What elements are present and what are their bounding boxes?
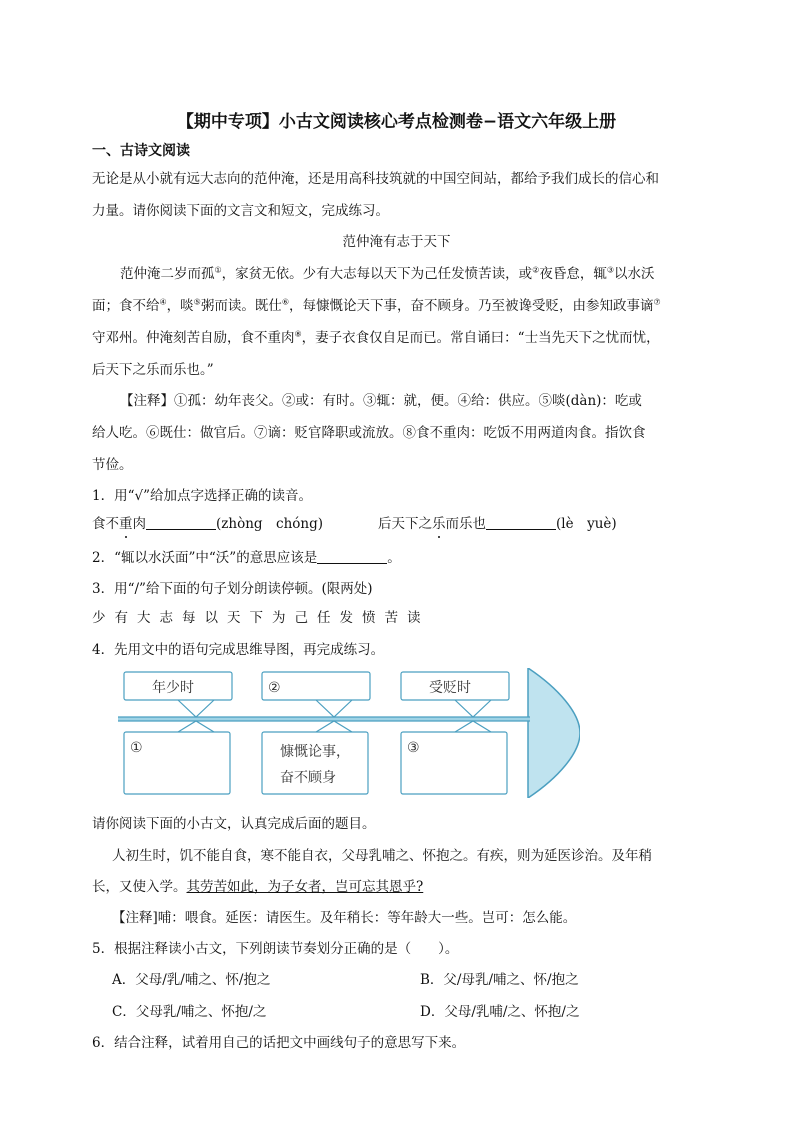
notes-line-1: 【注释】①孤：幼年丧父。②或：有时。③辄：就，便。④给：供应。⑤啖(dàn)：吃或 (120, 393, 642, 409)
passage2-line-1: 人初生时，饥不能自食，寒不能自衣，父母乳哺之、怀抱之。有疾，则为延医诊治。及年稍 (112, 848, 652, 864)
passage2-intro: 请你阅读下面的小古文，认真完成后面的题目。 (92, 816, 376, 832)
q5-option-c[interactable]: C．父母乳/哺之、怀抱/之 (112, 1004, 267, 1020)
mindmap-top-2: ② (268, 680, 281, 696)
passage-line-3: 守邓州。仲淹刻苦自励，食不重肉⑧，妻子衣食仅自足而已。常自诵曰：“士当先天下之忧而忧， (92, 329, 660, 346)
passage-line-2: 面；食不给④，啖⑤粥而读。既仕⑥，每慷慨论天下事，奋不顾身。乃至被谗受贬，由参知政事谪⑦ (92, 297, 661, 314)
notes-line-2: 给人吃。⑥既仕：做官后。⑦谪：贬官降职或流放。⑧食不重肉：吃饭不用两道肉食。指饮食 (92, 425, 646, 441)
question-3: 3．用“/”给下面的句子划分朗读停顿。(限两处) (92, 581, 373, 597)
passage2-line-2: 长，又使入学。其劳苦如此，为子女者，岂可忘其恩乎? (92, 879, 424, 895)
question-5: 5．根据注释读小古文，下列朗读节奏划分正确的是（ ）。 (92, 941, 459, 957)
question-6: 6．结合注释，试着用自己的话把文中画线句子的意思写下来。 (92, 1035, 466, 1051)
passage-line-4: 后天下之乐而乐也。” (92, 362, 214, 378)
mindmap-top-3: 受贬时 (429, 680, 471, 696)
section-heading: 一、古诗文阅读 (92, 143, 190, 159)
footnote-mark: ⑦ (653, 297, 661, 307)
mindmap-top-1: 年少时 (152, 680, 194, 696)
q5-option-d[interactable]: D．父母/乳哺/之、怀抱/之 (420, 1004, 580, 1020)
footnote-mark: ④ (159, 297, 167, 307)
mind-map-diagram (118, 668, 580, 798)
footnote-mark: ② (532, 265, 540, 275)
footnote-mark: ⑤ (193, 297, 201, 307)
notes-line-3: 节俭。 (92, 457, 133, 473)
answer-blank[interactable] (486, 516, 556, 530)
q5-option-b[interactable]: B．父/母乳/哺之、怀/抱之 (420, 972, 579, 988)
question-1: 1．用“√”给加点字选择正确的读音。 (92, 488, 312, 504)
q5-option-a[interactable]: A．父母/乳/哺之、怀/抱之 (112, 972, 271, 988)
q1-item-a: 食不重肉 (zhòng chóng) (92, 516, 324, 532)
footnote-mark: ③ (606, 265, 615, 275)
passage-title: 范仲淹有志于天下 (342, 234, 451, 250)
page-title: 【期中专项】小古文阅读核心考点检测卷−语文六年级上册 (176, 112, 617, 132)
q1-item-b: 后天下之乐而乐也 (lè yuè) (378, 516, 617, 532)
passage-line-1: 范仲淹二岁而孤①，家贫无依。少有大志每以天下为己任发愤苦读，或②夜昏怠，辄③以水沃 (120, 265, 655, 282)
question-2: 2．“辄以水沃面”中“沃”的意思应该是 。 (92, 550, 401, 566)
footnote-mark: ⑥ (281, 297, 290, 307)
underlined-sentence: 其劳苦如此，为子女者，岂可忘其恩乎? (186, 879, 424, 895)
intro-line-1: 无论是从小就有远大志向的范仲淹，还是用高科技筑就的中国空间站，都给予我们成长的信心和 (92, 171, 659, 187)
mindmap-bottom-2b: 奋不顾身 (280, 770, 336, 786)
question-4: 4．先用文中的语句完成思维导图，再完成练习。 (92, 642, 385, 658)
answer-blank[interactable] (317, 550, 387, 564)
footnote-mark: ① (214, 265, 222, 275)
passage2-note: 【注释]哺：喂食。延医：请医生。及年稍长：等年龄大一些。岂可：怎么能。 (112, 910, 577, 926)
footnote-mark: ⑧ (294, 329, 302, 339)
mindmap-bottom-2a: 慷慨论事， (280, 744, 350, 760)
answer-blank[interactable] (146, 516, 216, 530)
q3-sentence: 少有大志每以天下为己任发愤苦读 (92, 610, 430, 626)
intro-line-2: 力量。请你阅读下面的文言文和短文，完成练习。 (92, 203, 389, 219)
mindmap-bottom-3: ③ (407, 740, 420, 756)
mindmap-bottom-1: ① (130, 740, 143, 756)
